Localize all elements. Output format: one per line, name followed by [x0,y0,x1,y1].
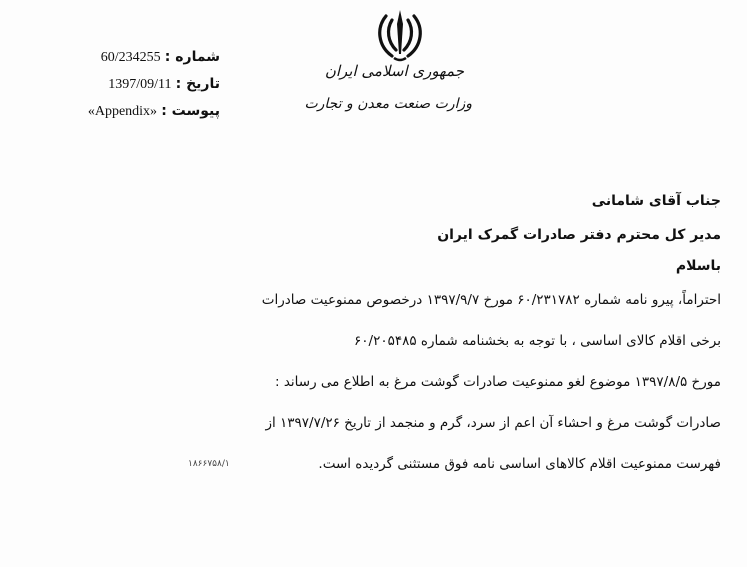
letterhead-ministry: وزارت صنعت معدن و تجارت [304,96,472,112]
body-line-2: برخی اقلام کالای اساسی ، با توجه به بخشنامه شماره ۶۰/۲۰۵۴۸۵ [354,333,721,349]
body-line-4: صادرات گوشت مرغ و احشاء آن اعم از سرد، گرم و منجمد از تاریخ ۱۳۹۷/۷/۲۶ از [265,415,721,431]
letterhead-country: جمهوری اسلامی ایران [324,62,464,80]
letter-number-row [60,44,220,71]
letter-number-value: 60/234255 [100,50,161,65]
iran-emblem-icon [370,6,430,66]
body-line-5: فهرست ممنوعیت اقلام کالاهای اساسی نامه فوق مستثنی گردیده است. [318,456,721,472]
letter-date-row [60,71,220,98]
letter-meta [60,44,220,125]
letter-date-label: تاريخ : [175,76,220,92]
recipient-block [437,184,721,252]
reference-number: ۱۸۶۶۷۵۸/۱ [188,459,230,469]
letter-attachment-label: پيوست : [161,103,220,119]
letter-attachment-row [60,98,220,125]
body-line-1: احتراماً، پیرو نامه شماره ۶۰/۲۳۱۷۸۲ مورخ ۱۳۹۷/۹/۷ درخصوص ممنوعیت صادرات [261,292,721,308]
recipient-name: جناب آقای شامانی [591,193,721,209]
letter-date-value: 1397/09/11 [108,77,172,92]
recipient-title: مدیر کل محترم دفتر صادرات گمرک ایران [437,227,721,243]
greeting: باسلام [675,258,721,274]
letter-attachment-value: «Appendix» [87,104,158,119]
body-line-3: مورخ ۱۳۹۷/۸/۵ موضوع لغو ممنوعیت صادرات گوشت مرغ به اطلاع می رساند : [274,374,721,390]
letter-number-label: شماره : [164,49,220,65]
